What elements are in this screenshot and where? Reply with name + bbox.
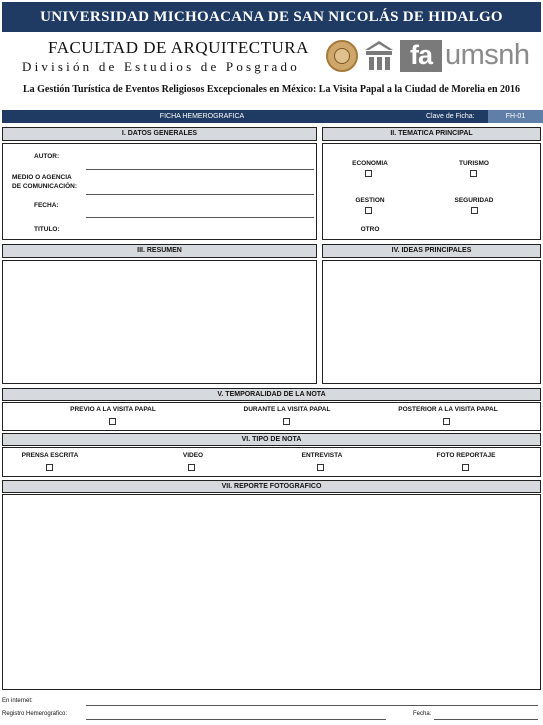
footer-registro-label: Registro Hemerografico: xyxy=(2,711,68,717)
checkbox-durante[interactable] xyxy=(283,418,290,425)
field-label-medio: MEDIO O AGENCIA DE COMUNICACIÓN: xyxy=(12,174,77,190)
resumen-text-area[interactable] xyxy=(2,260,317,384)
section-header-tipo: VI. TIPO DE NOTA xyxy=(2,433,541,446)
autor-input-line[interactable] xyxy=(86,169,314,170)
division-name: División de Estudios de Posgrado xyxy=(22,59,300,74)
medio-input-line[interactable] xyxy=(86,194,314,195)
option-posterior: POSTERIOR A LA VISITA PAPAL xyxy=(398,406,498,413)
internet-input-line[interactable] xyxy=(86,705,538,706)
clave-value: FH-01 xyxy=(488,110,543,123)
option-seguridad: SEGURIDAD xyxy=(454,197,494,204)
footer-fecha-input-line[interactable] xyxy=(434,719,538,720)
checkbox-economia[interactable] xyxy=(365,170,372,177)
option-prensa: PRENSA ESCRITA xyxy=(21,452,79,459)
option-gestion: GESTION xyxy=(355,197,385,204)
section-header-resumen: III. RESUMEN xyxy=(2,244,317,258)
option-economia: ECONOMIA xyxy=(352,160,388,167)
registro-input-line[interactable] xyxy=(86,719,386,720)
field-label-fecha: FECHA: xyxy=(34,202,59,209)
fecha-input-line[interactable] xyxy=(86,217,314,218)
option-durante: DURANTE LA VISITA PAPAL xyxy=(243,406,331,413)
section-header-datos-generales: I. DATOS GENERALES xyxy=(2,127,317,141)
ideas-text-area[interactable] xyxy=(322,260,541,384)
checkbox-video[interactable] xyxy=(188,464,195,471)
umsnh-logo: umsnh xyxy=(445,39,530,71)
option-previo: PREVIO A LA VISITA PAPAL xyxy=(70,406,156,413)
footer-internet-label: En internet: xyxy=(2,698,33,704)
document-title: La Gestión Turística de Eventos Religiosos Excepcionales en México: La Visita Papal a la Ciudad de Morelia en 2016 xyxy=(22,84,521,95)
checkbox-previo[interactable] xyxy=(109,418,116,425)
option-foto-reportaje: FOTO REPORTAJE xyxy=(436,452,496,459)
section-header-ideas: IV. IDEAS PRINCIPALES xyxy=(322,244,541,258)
section-header-reporte: VII. REPORTE FOTOGRAFICO xyxy=(2,480,541,493)
checkbox-prensa[interactable] xyxy=(46,464,53,471)
footer-fecha-label: Fecha: xyxy=(413,711,432,717)
clave-label: Clave de Ficha: xyxy=(426,113,475,120)
option-turismo: TURISMO xyxy=(459,160,489,167)
option-entrevista: ENTREVISTA xyxy=(301,452,343,459)
section-header-temporalidad: V. TEMPORALIDAD DE LA NOTA xyxy=(2,388,541,401)
architecture-house-logo xyxy=(362,38,396,72)
option-video: VIDEO xyxy=(182,452,204,459)
checkbox-foto-reportaje[interactable] xyxy=(462,464,469,471)
university-seal-logo xyxy=(326,40,358,72)
ficha-bar xyxy=(2,110,541,123)
field-label-titulo: TITULO: xyxy=(34,226,60,233)
checkbox-posterior[interactable] xyxy=(443,418,450,425)
university-banner: UNIVERSIDAD MICHOACANA DE SAN NICOLÁS DE HIDALGO xyxy=(2,2,541,32)
section-header-tematica: II. TEMATICA PRINCIPAL xyxy=(322,127,541,141)
faculty-name: FACULTAD DE ARQUITECTURA xyxy=(48,38,309,57)
reporte-photo-area[interactable] xyxy=(2,494,541,690)
ficha-title: FICHA HEMEROGRAFICA xyxy=(159,113,245,120)
option-otro: OTRO xyxy=(360,226,380,233)
field-label-autor: AUTOR: xyxy=(34,153,60,160)
fa-logo: fa xyxy=(400,40,442,72)
checkbox-entrevista[interactable] xyxy=(317,464,324,471)
checkbox-turismo[interactable] xyxy=(470,170,477,177)
checkbox-seguridad[interactable] xyxy=(471,207,478,214)
checkbox-gestion[interactable] xyxy=(365,207,372,214)
